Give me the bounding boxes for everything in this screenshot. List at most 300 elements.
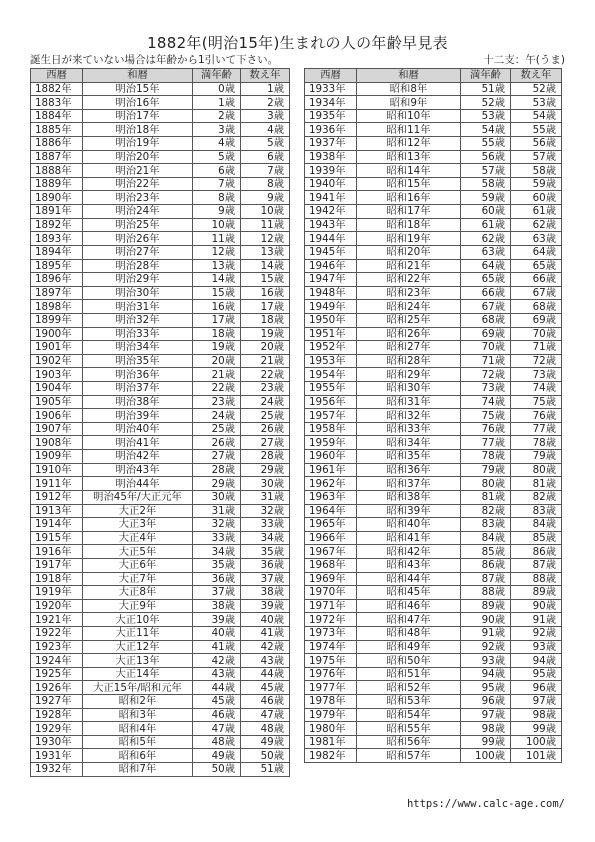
cell-man-nenrei: 15歳 — [193, 286, 241, 300]
cell-kazoe-doshi: 30歳 — [241, 477, 290, 491]
cell-seireki: 1982年 — [305, 749, 357, 763]
cell-seireki: 1910年 — [31, 463, 83, 477]
cell-man-nenrei: 44歳 — [193, 681, 241, 695]
cell-kazoe-doshi: 100歳 — [511, 735, 562, 749]
cell-man-nenrei: 1歳 — [193, 96, 241, 110]
table-row — [305, 749, 562, 763]
cell-wareki: 昭和20年 — [357, 245, 461, 259]
cell-seireki: 1917年 — [31, 558, 83, 572]
cell-man-nenrei: 9歳 — [193, 205, 241, 219]
cell-man-nenrei: 30歳 — [193, 490, 241, 504]
cell-seireki: 1963年 — [305, 490, 357, 504]
cell-kazoe-doshi: 60歳 — [511, 191, 562, 205]
cell-kazoe-doshi: 71歳 — [511, 341, 562, 355]
cell-seireki: 1966年 — [305, 531, 357, 545]
table-row — [31, 599, 290, 613]
cell-kazoe-doshi: 34歳 — [241, 531, 290, 545]
cell-seireki: 1896年 — [31, 273, 83, 287]
cell-man-nenrei: 41歳 — [193, 640, 241, 654]
cell-man-nenrei: 11歳 — [193, 232, 241, 246]
cell-man-nenrei: 53歳 — [461, 109, 511, 123]
cell-kazoe-doshi: 79歳 — [511, 450, 562, 464]
cell-seireki: 1926年 — [31, 681, 83, 695]
table-row — [305, 681, 562, 695]
cell-man-nenrei: 33歳 — [193, 531, 241, 545]
cell-kazoe-doshi: 90歳 — [511, 599, 562, 613]
cell-wareki: 明治37年 — [83, 382, 193, 396]
cell-wareki: 明治36年 — [83, 368, 193, 382]
table-row — [31, 341, 290, 355]
cell-kazoe-doshi: 69歳 — [511, 313, 562, 327]
cell-seireki: 1949年 — [305, 300, 357, 314]
cell-man-nenrei: 48歳 — [193, 735, 241, 749]
cell-wareki: 明治43年 — [83, 463, 193, 477]
cell-kazoe-doshi: 32歳 — [241, 504, 290, 518]
cell-man-nenrei: 81歳 — [461, 490, 511, 504]
table-row — [31, 177, 290, 191]
cell-man-nenrei: 56歳 — [461, 150, 511, 164]
table-row — [31, 749, 290, 763]
table-row — [305, 150, 562, 164]
table-row — [31, 150, 290, 164]
table-row — [31, 109, 290, 123]
cell-wareki: 大正7年 — [83, 572, 193, 586]
cell-wareki: 昭和27年 — [357, 341, 461, 355]
cell-kazoe-doshi: 96歳 — [511, 681, 562, 695]
cell-kazoe-doshi: 98歳 — [511, 708, 562, 722]
cell-seireki: 1928年 — [31, 708, 83, 722]
table-row — [31, 626, 290, 640]
cell-seireki: 1890年 — [31, 191, 83, 205]
cell-seireki: 1931年 — [31, 749, 83, 763]
cell-wareki: 昭和36年 — [357, 463, 461, 477]
cell-kazoe-doshi: 26歳 — [241, 422, 290, 436]
cell-wareki: 昭和23年 — [357, 286, 461, 300]
cell-man-nenrei: 43歳 — [193, 667, 241, 681]
cell-kazoe-doshi: 21歳 — [241, 354, 290, 368]
cell-kazoe-doshi: 77歳 — [511, 422, 562, 436]
cell-seireki: 1919年 — [31, 586, 83, 600]
table-row — [305, 123, 562, 137]
cell-seireki: 1973年 — [305, 626, 357, 640]
cell-seireki: 1927年 — [31, 695, 83, 709]
table-row — [31, 286, 290, 300]
table-row — [31, 164, 290, 178]
cell-seireki: 1980年 — [305, 722, 357, 736]
table-row — [305, 259, 562, 273]
cell-wareki: 大正8年 — [83, 586, 193, 600]
table-row — [31, 572, 290, 586]
table-row — [31, 640, 290, 654]
cell-wareki: 明治30年 — [83, 286, 193, 300]
cell-seireki: 1932年 — [31, 763, 83, 777]
cell-kazoe-doshi: 75歳 — [511, 395, 562, 409]
cell-kazoe-doshi: 23歳 — [241, 382, 290, 396]
cell-man-nenrei: 90歳 — [461, 613, 511, 627]
cell-seireki: 1920年 — [31, 599, 83, 613]
cell-seireki: 1897年 — [31, 286, 83, 300]
cell-wareki: 大正9年 — [83, 599, 193, 613]
cell-seireki: 1970年 — [305, 586, 357, 600]
cell-kazoe-doshi: 55歳 — [511, 123, 562, 137]
cell-kazoe-doshi: 20歳 — [241, 341, 290, 355]
cell-seireki: 1904年 — [31, 382, 83, 396]
cell-kazoe-doshi: 56歳 — [511, 137, 562, 151]
cell-wareki: 昭和14年 — [357, 164, 461, 178]
cell-kazoe-doshi: 6歳 — [241, 150, 290, 164]
cell-wareki: 昭和15年 — [357, 177, 461, 191]
table-row — [305, 450, 562, 464]
table-row — [305, 286, 562, 300]
cell-man-nenrei: 13歳 — [193, 259, 241, 273]
cell-man-nenrei: 22歳 — [193, 382, 241, 396]
table-row — [305, 490, 562, 504]
cell-seireki: 1906年 — [31, 409, 83, 423]
table-row — [31, 450, 290, 464]
header-wareki: 和暦 — [83, 69, 193, 83]
cell-kazoe-doshi: 13歳 — [241, 245, 290, 259]
cell-man-nenrei: 82歳 — [461, 504, 511, 518]
cell-kazoe-doshi: 5歳 — [241, 137, 290, 151]
cell-man-nenrei: 71歳 — [461, 354, 511, 368]
cell-man-nenrei: 95歳 — [461, 681, 511, 695]
cell-seireki: 1907年 — [31, 422, 83, 436]
cell-wareki: 明治25年 — [83, 218, 193, 232]
cell-man-nenrei: 84歳 — [461, 531, 511, 545]
cell-seireki: 1940年 — [305, 177, 357, 191]
cell-kazoe-doshi: 73歳 — [511, 368, 562, 382]
cell-wareki: 大正13年 — [83, 654, 193, 668]
cell-wareki: 明治34年 — [83, 341, 193, 355]
cell-kazoe-doshi: 101歳 — [511, 749, 562, 763]
cell-man-nenrei: 46歳 — [193, 708, 241, 722]
cell-wareki: 昭和53年 — [357, 695, 461, 709]
cell-man-nenrei: 79歳 — [461, 463, 511, 477]
cell-seireki: 1933年 — [305, 82, 357, 96]
cell-wareki: 明治38年 — [83, 395, 193, 409]
cell-seireki: 1936年 — [305, 123, 357, 137]
table-row — [305, 409, 562, 423]
cell-kazoe-doshi: 84歳 — [511, 518, 562, 532]
cell-wareki: 昭和49年 — [357, 640, 461, 654]
cell-wareki: 昭和39年 — [357, 504, 461, 518]
cell-seireki: 1912年 — [31, 490, 83, 504]
cell-wareki: 明治45年/大正元年 — [83, 490, 193, 504]
cell-man-nenrei: 42歳 — [193, 654, 241, 668]
cell-seireki: 1952年 — [305, 341, 357, 355]
cell-man-nenrei: 67歳 — [461, 300, 511, 314]
cell-wareki: 昭和30年 — [357, 382, 461, 396]
cell-kazoe-doshi: 29歳 — [241, 463, 290, 477]
cell-man-nenrei: 27歳 — [193, 450, 241, 464]
cell-wareki: 昭和45年 — [357, 586, 461, 600]
cell-kazoe-doshi: 45歳 — [241, 681, 290, 695]
cell-seireki: 1924年 — [31, 654, 83, 668]
cell-kazoe-doshi: 63歳 — [511, 232, 562, 246]
table-header-row — [305, 69, 562, 83]
cell-wareki: 昭和48年 — [357, 626, 461, 640]
page-title: 1882年(明治15年)生まれの人の年齢早見表 — [147, 34, 448, 52]
cell-man-nenrei: 74歳 — [461, 395, 511, 409]
table-row — [305, 518, 562, 532]
table-row — [305, 586, 562, 600]
header-man-nenrei: 満年齢 — [193, 69, 241, 83]
cell-wareki: 昭和8年 — [357, 82, 461, 96]
table-row — [31, 436, 290, 450]
cell-man-nenrei: 4歳 — [193, 137, 241, 151]
cell-seireki: 1891年 — [31, 205, 83, 219]
cell-wareki: 明治42年 — [83, 450, 193, 464]
table-row — [31, 422, 290, 436]
cell-seireki: 1888年 — [31, 164, 83, 178]
age-table-right — [304, 68, 562, 763]
cell-seireki: 1944年 — [305, 232, 357, 246]
cell-kazoe-doshi: 40歳 — [241, 613, 290, 627]
header-man-nenrei: 満年齢 — [461, 69, 511, 83]
header-seireki: 西暦 — [31, 69, 83, 83]
table-row — [31, 586, 290, 600]
table-row — [31, 558, 290, 572]
cell-man-nenrei: 62歳 — [461, 232, 511, 246]
cell-wareki: 昭和41年 — [357, 531, 461, 545]
cell-seireki: 1893年 — [31, 232, 83, 246]
cell-kazoe-doshi: 65歳 — [511, 259, 562, 273]
table-row — [31, 763, 290, 777]
table-row — [31, 96, 290, 110]
table-row — [31, 300, 290, 314]
cell-man-nenrei: 18歳 — [193, 327, 241, 341]
cell-man-nenrei: 21歳 — [193, 368, 241, 382]
cell-seireki: 1886年 — [31, 137, 83, 151]
cell-man-nenrei: 0歳 — [193, 82, 241, 96]
cell-wareki: 明治28年 — [83, 259, 193, 273]
table-row — [31, 205, 290, 219]
table-row — [305, 640, 562, 654]
cell-seireki: 1898年 — [31, 300, 83, 314]
cell-wareki: 明治16年 — [83, 96, 193, 110]
cell-seireki: 1895年 — [31, 259, 83, 273]
cell-man-nenrei: 72歳 — [461, 368, 511, 382]
cell-kazoe-doshi: 10歳 — [241, 205, 290, 219]
cell-kazoe-doshi: 61歳 — [511, 205, 562, 219]
table-row — [31, 463, 290, 477]
header-wareki: 和暦 — [357, 69, 461, 83]
cell-man-nenrei: 55歳 — [461, 137, 511, 151]
cell-wareki: 昭和26年 — [357, 327, 461, 341]
cell-seireki: 1962年 — [305, 477, 357, 491]
cell-seireki: 1885年 — [31, 123, 83, 137]
table-row — [305, 463, 562, 477]
cell-man-nenrei: 78歳 — [461, 450, 511, 464]
cell-man-nenrei: 26歳 — [193, 436, 241, 450]
cell-kazoe-doshi: 94歳 — [511, 654, 562, 668]
table-row — [305, 232, 562, 246]
cell-seireki: 1899年 — [31, 313, 83, 327]
table-row — [305, 273, 562, 287]
table-row — [31, 382, 290, 396]
cell-seireki: 1887年 — [31, 150, 83, 164]
cell-man-nenrei: 31歳 — [193, 504, 241, 518]
cell-wareki: 明治24年 — [83, 205, 193, 219]
cell-man-nenrei: 91歳 — [461, 626, 511, 640]
table-row — [31, 490, 290, 504]
cell-wareki: 昭和38年 — [357, 490, 461, 504]
table-row — [305, 245, 562, 259]
table-row — [31, 722, 290, 736]
table-row — [305, 735, 562, 749]
cell-seireki: 1958年 — [305, 422, 357, 436]
cell-seireki: 1965年 — [305, 518, 357, 532]
cell-seireki: 1916年 — [31, 545, 83, 559]
cell-man-nenrei: 5歳 — [193, 150, 241, 164]
cell-wareki: 明治32年 — [83, 313, 193, 327]
cell-kazoe-doshi: 16歳 — [241, 286, 290, 300]
cell-kazoe-doshi: 4歳 — [241, 123, 290, 137]
cell-kazoe-doshi: 51歳 — [241, 763, 290, 777]
cell-wareki: 明治26年 — [83, 232, 193, 246]
cell-wareki: 昭和21年 — [357, 259, 461, 273]
cell-kazoe-doshi: 53歳 — [511, 96, 562, 110]
cell-kazoe-doshi: 3歳 — [241, 109, 290, 123]
header-kazoe-doshi: 数え年 — [511, 69, 562, 83]
cell-man-nenrei: 76歳 — [461, 422, 511, 436]
cell-man-nenrei: 59歳 — [461, 191, 511, 205]
cell-man-nenrei: 85歳 — [461, 545, 511, 559]
cell-kazoe-doshi: 25歳 — [241, 409, 290, 423]
cell-wareki: 昭和44年 — [357, 572, 461, 586]
table-row — [305, 708, 562, 722]
table-row — [31, 218, 290, 232]
cell-kazoe-doshi: 14歳 — [241, 259, 290, 273]
cell-wareki: 昭和13年 — [357, 150, 461, 164]
cell-seireki: 1901年 — [31, 341, 83, 355]
cell-kazoe-doshi: 93歳 — [511, 640, 562, 654]
cell-seireki: 1981年 — [305, 735, 357, 749]
cell-wareki: 昭和17年 — [357, 205, 461, 219]
cell-seireki: 1934年 — [305, 96, 357, 110]
cell-man-nenrei: 75歳 — [461, 409, 511, 423]
cell-man-nenrei: 16歳 — [193, 300, 241, 314]
table-row — [31, 273, 290, 287]
cell-wareki: 昭和3年 — [83, 708, 193, 722]
cell-man-nenrei: 49歳 — [193, 749, 241, 763]
cell-seireki: 1915年 — [31, 531, 83, 545]
cell-man-nenrei: 28歳 — [193, 463, 241, 477]
cell-man-nenrei: 51歳 — [461, 82, 511, 96]
cell-man-nenrei: 57歳 — [461, 164, 511, 178]
cell-man-nenrei: 69歳 — [461, 327, 511, 341]
cell-wareki: 昭和12年 — [357, 137, 461, 151]
cell-man-nenrei: 50歳 — [193, 763, 241, 777]
cell-wareki: 明治33年 — [83, 327, 193, 341]
cell-man-nenrei: 40歳 — [193, 626, 241, 640]
cell-seireki: 1945年 — [305, 245, 357, 259]
table-row — [31, 232, 290, 246]
table-row — [305, 667, 562, 681]
cell-man-nenrei: 61歳 — [461, 218, 511, 232]
cell-kazoe-doshi: 43歳 — [241, 654, 290, 668]
cell-wareki: 大正14年 — [83, 667, 193, 681]
cell-man-nenrei: 32歳 — [193, 518, 241, 532]
cell-seireki: 1942年 — [305, 205, 357, 219]
table-row — [305, 436, 562, 450]
cell-seireki: 1960年 — [305, 450, 357, 464]
cell-kazoe-doshi: 37歳 — [241, 572, 290, 586]
table-row — [31, 123, 290, 137]
table-row — [305, 96, 562, 110]
cell-seireki: 1943年 — [305, 218, 357, 232]
cell-seireki: 1959年 — [305, 436, 357, 450]
cell-seireki: 1979年 — [305, 708, 357, 722]
cell-wareki: 大正10年 — [83, 613, 193, 627]
cell-wareki: 大正4年 — [83, 531, 193, 545]
table-row — [305, 341, 562, 355]
cell-wareki: 昭和9年 — [357, 96, 461, 110]
cell-wareki: 大正5年 — [83, 545, 193, 559]
cell-kazoe-doshi: 70歳 — [511, 327, 562, 341]
cell-seireki: 1882年 — [31, 82, 83, 96]
cell-seireki: 1947年 — [305, 273, 357, 287]
cell-man-nenrei: 36歳 — [193, 572, 241, 586]
cell-wareki: 昭和46年 — [357, 599, 461, 613]
cell-kazoe-doshi: 38歳 — [241, 586, 290, 600]
table-row — [305, 382, 562, 396]
cell-seireki: 1913年 — [31, 504, 83, 518]
cell-kazoe-doshi: 64歳 — [511, 245, 562, 259]
cell-seireki: 1900年 — [31, 327, 83, 341]
table-row — [31, 667, 290, 681]
cell-wareki: 昭和43年 — [357, 558, 461, 572]
cell-kazoe-doshi: 42歳 — [241, 640, 290, 654]
cell-kazoe-doshi: 88歳 — [511, 572, 562, 586]
cell-kazoe-doshi: 1歳 — [241, 82, 290, 96]
cell-wareki: 明治17年 — [83, 109, 193, 123]
cell-wareki: 明治27年 — [83, 245, 193, 259]
cell-seireki: 1929年 — [31, 722, 83, 736]
cell-wareki: 昭和28年 — [357, 354, 461, 368]
cell-wareki: 明治40年 — [83, 422, 193, 436]
cell-seireki: 1911年 — [31, 477, 83, 491]
cell-kazoe-doshi: 54歳 — [511, 109, 562, 123]
cell-man-nenrei: 58歳 — [461, 177, 511, 191]
cell-kazoe-doshi: 74歳 — [511, 382, 562, 396]
table-row — [305, 354, 562, 368]
cell-man-nenrei: 12歳 — [193, 245, 241, 259]
cell-wareki: 昭和37年 — [357, 477, 461, 491]
cell-kazoe-doshi: 67歳 — [511, 286, 562, 300]
table-row — [305, 545, 562, 559]
cell-man-nenrei: 3歳 — [193, 123, 241, 137]
table-row — [305, 177, 562, 191]
cell-man-nenrei: 94歳 — [461, 667, 511, 681]
table-row — [31, 245, 290, 259]
cell-man-nenrei: 77歳 — [461, 436, 511, 450]
cell-wareki: 明治20年 — [83, 150, 193, 164]
cell-wareki: 昭和42年 — [357, 545, 461, 559]
birthday-note: 誕生日が来ていない場合は年齢から1引いて下さい。 — [30, 54, 279, 66]
cell-seireki: 1977年 — [305, 681, 357, 695]
table-row — [305, 572, 562, 586]
cell-man-nenrei: 47歳 — [193, 722, 241, 736]
age-table-left — [30, 68, 290, 777]
header-kazoe-doshi: 数え年 — [241, 69, 290, 83]
cell-seireki: 1954年 — [305, 368, 357, 382]
cell-man-nenrei: 100歳 — [461, 749, 511, 763]
table-row — [31, 259, 290, 273]
table-row — [31, 545, 290, 559]
table-row — [305, 368, 562, 382]
cell-wareki: 大正11年 — [83, 626, 193, 640]
